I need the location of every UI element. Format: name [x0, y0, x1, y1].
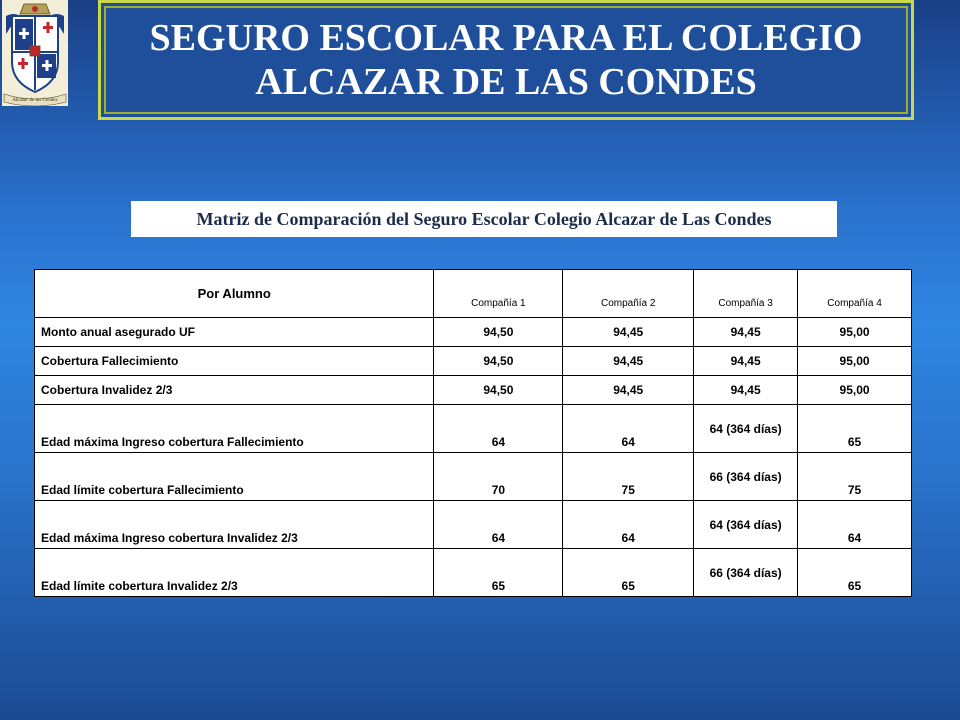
row-label: Monto anual asegurado UF: [35, 318, 434, 347]
cell-company-2: 65: [563, 549, 694, 597]
table-row: [35, 405, 912, 453]
matrix-subtitle: Matriz de Comparación del Seguro Escolar Colegio Alcazar de Las Condes: [131, 201, 837, 237]
cell-company-3: 66 (364 días): [694, 549, 798, 597]
cell-company-2: 64: [563, 405, 694, 453]
cell-company-4: 65: [798, 549, 912, 597]
cell-company-4: 95,00: [798, 347, 912, 376]
page-title: [98, 0, 914, 120]
table-header-row: [35, 270, 912, 318]
row-label: Edad máxima Ingreso cobertura Invalidez 2/3: [35, 501, 434, 549]
cell-company-3: 94,45: [694, 376, 798, 405]
cell-company-2: 94,45: [563, 318, 694, 347]
cell-company-3: 94,45: [694, 347, 798, 376]
cell-company-1: 94,50: [434, 347, 563, 376]
cell-company-3: 66 (364 días): [694, 453, 798, 501]
table-row: [35, 549, 912, 597]
cell-company-4: 64: [798, 501, 912, 549]
cell-company-4: 65: [798, 405, 912, 453]
table-row: [35, 318, 912, 347]
cell-company-1: 94,50: [434, 318, 563, 347]
cell-company-4: 95,00: [798, 318, 912, 347]
row-label: Cobertura Invalidez 2/3: [35, 376, 434, 405]
cell-company-2: 94,45: [563, 347, 694, 376]
cell-company-2: 75: [563, 453, 694, 501]
header-por-alumno: Por Alumno: [35, 270, 434, 318]
cell-company-1: 70: [434, 453, 563, 501]
row-label: Edad límite cobertura Fallecimiento: [35, 453, 434, 501]
cell-company-3: 94,45: [694, 318, 798, 347]
comparison-table: [34, 269, 912, 597]
row-label: Edad máxima Ingreso cobertura Fallecimiento: [35, 405, 434, 453]
header-company-2: Compañía 2: [563, 270, 694, 318]
table-row: [35, 501, 912, 549]
table-row: [35, 453, 912, 501]
row-label: Cobertura Fallecimiento: [35, 347, 434, 376]
header-company-1: Compañía 1: [434, 270, 563, 318]
title-line-1: SEGURO ESCOLAR PARA EL COLEGIO: [149, 17, 863, 59]
cell-company-1: 64: [434, 501, 563, 549]
cell-company-2: 94,45: [563, 376, 694, 405]
cell-company-3: 64 (364 días): [694, 405, 798, 453]
school-crest-logo: [2, 0, 68, 106]
header-company-4: Compañía 4: [798, 270, 912, 318]
table-row: [35, 376, 912, 405]
svg-text:Alcazar de las Condes: Alcazar de las Condes: [12, 98, 58, 103]
cell-company-4: 75: [798, 453, 912, 501]
cell-company-4: 95,00: [798, 376, 912, 405]
row-label: Edad límite cobertura Invalidez 2/3: [35, 549, 434, 597]
table-row: [35, 347, 912, 376]
cell-company-1: 65: [434, 549, 563, 597]
header-company-3: Compañía 3: [694, 270, 798, 318]
cell-company-1: 94,50: [434, 376, 563, 405]
title-line-2: ALCAZAR DE LAS CONDES: [255, 61, 757, 103]
cell-company-2: 64: [563, 501, 694, 549]
cell-company-3: 64 (364 días): [694, 501, 798, 549]
cell-company-1: 64: [434, 405, 563, 453]
